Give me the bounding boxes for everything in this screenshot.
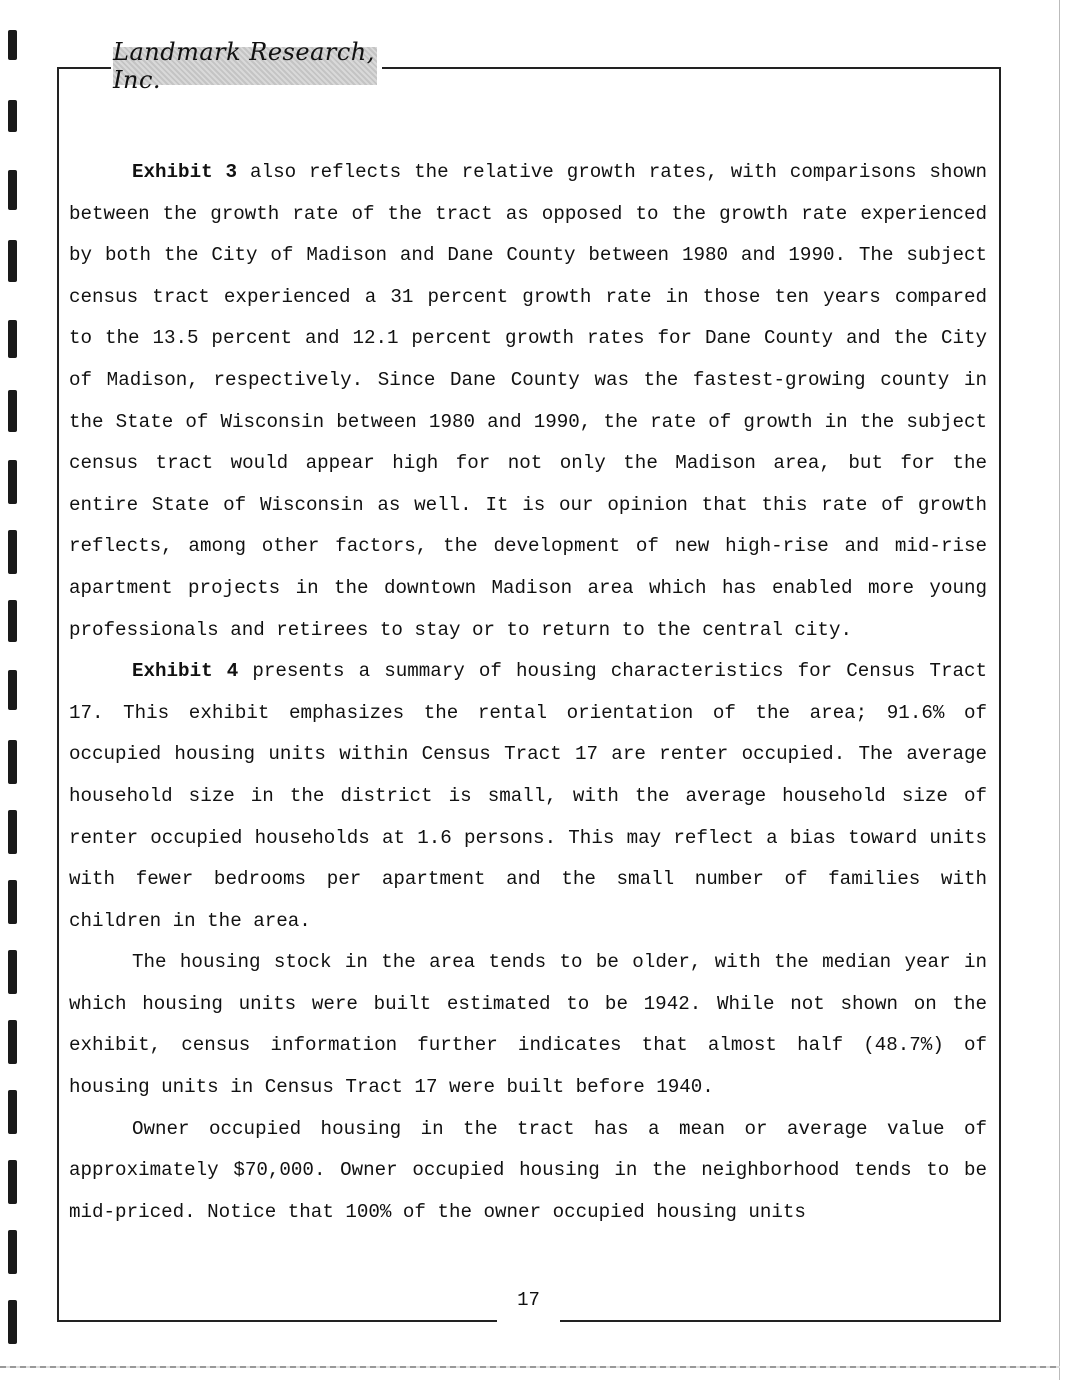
binder-mark: [8, 1020, 17, 1064]
paragraph-text: Owner occupied housing in the tract has a mean or average value of approximately $70,000. Owner occupied housing in the neighborhood tends to be mid-priced. Notice that 100% of the owner occupied housing units: [69, 1117, 987, 1223]
binder-mark: [8, 320, 17, 358]
binder-hole-marks: [8, 30, 22, 1350]
binder-mark: [8, 530, 17, 574]
paragraph-text: The housing stock in the area tends to be older, with the median year in which housing units were built estimated to be 1942. While not shown on the exhibit, census information further indicates that almost half (48.7%) of housing units in Census Tract 17 were built before 1940.: [69, 951, 987, 1099]
binder-mark: [8, 170, 17, 210]
frame-border-bottom-right: [560, 1320, 1001, 1322]
paragraph-text: presents a summary of housing characteristics for Census Tract 17. This exhibit emphasizes the rental orientation of the area; 91.6% of occupied housing units within Census Tract 17 are renter occupied. The average household size in the district is small, with the average household size of renter occupied households at 1.6 persons. This may reflect a bias toward units with fewer bedrooms per apartment and the small number of families with children in the area.: [69, 660, 987, 932]
binder-mark: [8, 1300, 17, 1344]
frame-border-top-right: [382, 67, 1001, 69]
binder-mark: [8, 670, 17, 710]
binder-mark: [8, 100, 17, 132]
binder-mark: [8, 810, 17, 854]
frame-border-top-left: [57, 67, 111, 69]
binder-mark: [8, 880, 17, 924]
binder-mark: [8, 460, 17, 504]
binder-mark: [8, 1160, 17, 1204]
page-right-edge: [1059, 0, 1060, 1380]
paragraph-text: also reflects the relative growth rates, with comparisons shown between the growth rate of the tract as opposed to the growth rate experienced by both the City of Madison and Dane County between 1980 and 1990. The subject census tract experienced a 31 percent growth rate in those ten years compared to the 13.5 percent and 12.1 percent growth rates for Dane County and the City of Madison, respectively. Since Dane County was the fastest-growing county in the State of Wisconsin between 1980 and 1990, the rate of growth in the subject census tract would appear high for not only the Madison area, but for the entire State of Wisconsin as well. It is our opinion that this rate of growth reflects, among other factors, the development of new high-rise and mid-rise apartment projects in the downtown Madison area which has enabled more young professionals and retirees to stay or to return to the central city.: [69, 161, 987, 641]
page-bottom-edge: [0, 1366, 1060, 1368]
binder-mark: [8, 1230, 17, 1274]
body-text: [69, 152, 987, 1233]
exhibit-3-reference: Exhibit 3: [132, 161, 238, 183]
binder-mark: [8, 240, 17, 282]
paragraph-exhibit-3: [69, 152, 987, 651]
paragraph-housing-stock: [69, 942, 987, 1108]
binder-mark: [8, 1090, 17, 1134]
frame-border-left: [57, 67, 59, 1322]
frame-border-right: [999, 67, 1001, 1322]
binder-mark: [8, 740, 17, 784]
page-number: 17: [517, 1289, 540, 1311]
exhibit-4-reference: Exhibit 4: [132, 660, 239, 683]
binder-mark: [8, 600, 17, 642]
company-logo: [113, 38, 377, 94]
logo-text: Landmark Research, Inc.: [113, 38, 375, 94]
binder-mark: [8, 390, 17, 432]
paragraph-owner-occupied: [69, 1109, 987, 1234]
binder-mark: [8, 950, 17, 994]
frame-border-bottom-left: [57, 1320, 497, 1322]
paragraph-exhibit-4: [69, 651, 987, 942]
binder-mark: [8, 30, 17, 60]
